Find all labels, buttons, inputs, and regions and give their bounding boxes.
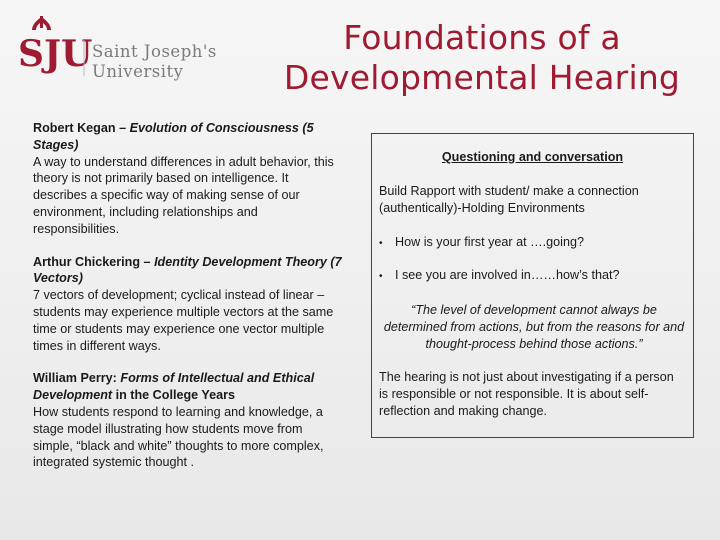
theory-perry-body: How students respond to learning and knowledge, a stage model illustrating how students move from simple, “black and white” thoughts to more complex, integrated systemic thought . — [33, 404, 324, 470]
theory-author: William Perry: — [33, 371, 121, 386]
theory-work: Evolution of Consciousness (5 Stages) — [33, 121, 314, 152]
development-quote: “The level of development cannot always be determined from actions, but from the reasons for and thought-process behind those actions.” — [383, 303, 685, 351]
theory-work: Forms of Intellectual and Ethical Development — [33, 371, 315, 403]
theory-chickering-body: 7 vectors of development; cyclical instead of linear – students may experience multiple vectors at the same time or students may experience one vector multiple times in different ways. — [33, 288, 334, 353]
theories-column — [33, 120, 345, 487]
bullet-text: How is your first year at ….going? — [395, 235, 584, 249]
list-item — [379, 234, 683, 253]
theory-work-suffix: in the College Years — [112, 388, 236, 403]
theory-chickering — [33, 254, 345, 355]
theory-work: Identity Development Theory (7 Vectors) — [33, 254, 342, 286]
theory-chickering-heading — [33, 254, 345, 288]
slide-title-line1: Foundations of a — [343, 18, 621, 57]
theory-kegan-body: A way to understand differences in adult behavior, this theory is not primarily based on intelligence. It describes a specific way of making sense of our environment, including relationships and responsibilities. — [33, 154, 334, 236]
theory-kegan — [33, 120, 345, 238]
list-item — [379, 267, 683, 286]
theory-perry-heading — [33, 370, 345, 404]
hearing-purpose-text: The hearing is not just about investigating if a person is responsible or not responsible. It is about self- reflection and making change. — [379, 370, 674, 418]
slide-title-line2: Developmental Hearing — [283, 58, 681, 97]
sju-logo — [18, 14, 233, 86]
bullet-icon: • — [379, 238, 383, 249]
logo-name-line1: Saint Joseph's — [92, 42, 217, 61]
slide-title — [262, 18, 702, 98]
rapport-text: Build Rapport with student/ make a connection (authentically)-Holding Environments — [379, 184, 639, 215]
theory-author: Robert Kegan – — [33, 121, 130, 135]
logo-mark: SJU — [18, 33, 93, 75]
theory-kegan-heading — [33, 120, 345, 154]
questioning-box — [371, 133, 694, 438]
sju-logo-graphic — [18, 14, 233, 86]
theory-author: Arthur Chickering – — [33, 254, 155, 269]
logo-name-line2: University — [92, 62, 184, 81]
bullet-text: I see you are involved in……how’s that? — [395, 268, 620, 282]
bullet-icon: • — [379, 271, 383, 282]
theory-perry — [33, 370, 345, 471]
questioning-heading: Questioning and conversation — [441, 150, 624, 164]
